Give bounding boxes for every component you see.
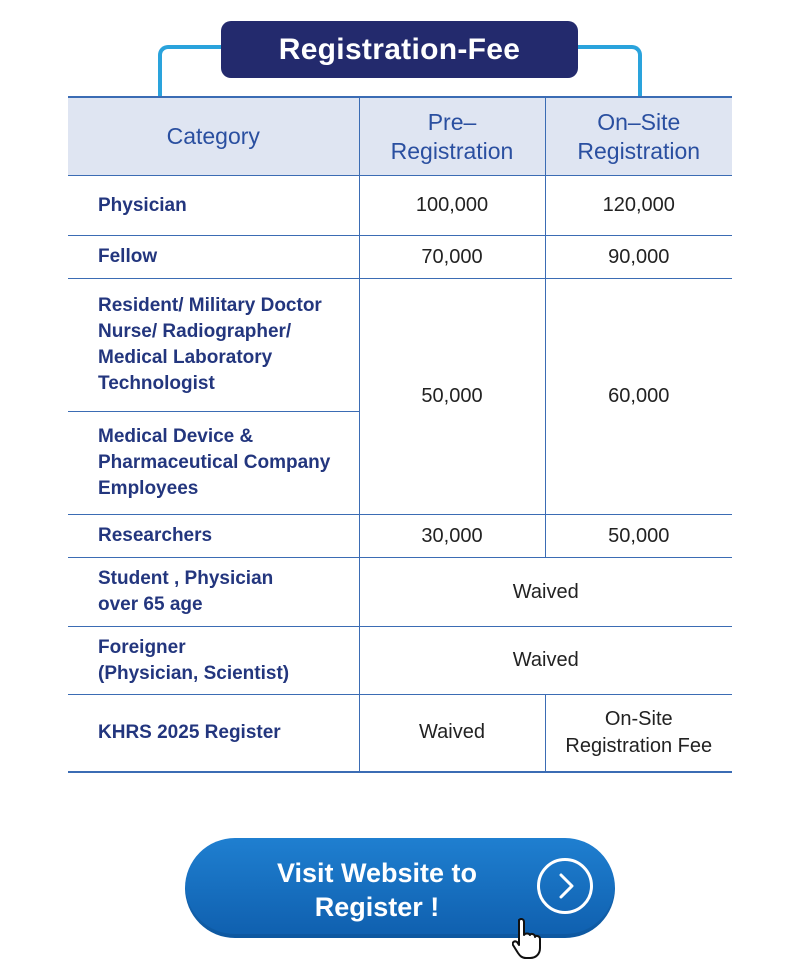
table-row (68, 236, 732, 279)
header-onsite-registration (545, 97, 732, 176)
category-line: Foreigner (98, 636, 186, 658)
header-pre-line1: Pre– (427, 108, 477, 135)
table-row (68, 558, 732, 627)
row-onsite-fee: 120,000 (545, 176, 732, 236)
onsite-line: Registration Fee (565, 734, 713, 757)
chevron-right-circle-icon (537, 858, 593, 914)
row-category: Researchers (68, 515, 359, 558)
row-onsite-fee: 90,000 (545, 236, 732, 279)
header-category: Category (68, 97, 359, 176)
row-onsite-fee (545, 695, 732, 772)
visit-website-label (245, 856, 509, 924)
header-onsite-line2: Registration (577, 137, 701, 164)
page-title: Registration-Fee (221, 21, 578, 78)
row-fee-merged: Waived (359, 558, 732, 627)
row-pre-fee: 30,000 (359, 515, 545, 558)
table-header-row (68, 97, 732, 176)
row-pre-fee: 50,000 (359, 279, 545, 515)
row-category (68, 412, 359, 515)
category-line: Medical Laboratory (98, 347, 273, 368)
header-onsite-line1: On–Site (597, 108, 681, 135)
category-line: Medical Device & (98, 426, 254, 447)
row-category (68, 627, 359, 695)
category-line: Student , Physician (98, 568, 274, 589)
category-line: Employees (98, 478, 199, 499)
row-category (68, 558, 359, 627)
row-fee-merged: Waived (359, 627, 732, 695)
row-pre-fee: 70,000 (359, 236, 545, 279)
row-pre-fee: 100,000 (359, 176, 545, 236)
category-line: Pharmaceutical Company (98, 452, 331, 473)
visit-website-button[interactable] (185, 838, 615, 938)
row-pre-fee: Waived (359, 695, 545, 772)
title-bracket-right (572, 45, 642, 99)
row-onsite-fee: 50,000 (545, 515, 732, 558)
table-row (68, 279, 732, 412)
category-line: Resident/ Military Doctor (98, 295, 322, 316)
row-category: KHRS 2025 Register (68, 695, 359, 772)
chevron-right-icon (540, 861, 590, 911)
row-onsite-fee: 60,000 (545, 279, 732, 515)
header-pre-registration (359, 97, 545, 176)
onsite-line: On-Site (604, 707, 673, 730)
table-row (68, 627, 732, 695)
header-pre-line2: Registration (390, 137, 514, 164)
row-category: Fellow (68, 236, 359, 279)
cta-line2: Register ! (314, 892, 440, 922)
registration-fee-table (68, 96, 732, 773)
category-line: (Physician, Scientist) (98, 662, 290, 684)
category-line: Nurse/ Radiographer/ (98, 321, 292, 342)
table-row (68, 695, 732, 772)
row-category: Physician (68, 176, 359, 236)
pointer-cursor-icon (512, 918, 542, 960)
cta-line1: Visit Website to (276, 858, 478, 888)
table-row (68, 515, 732, 558)
category-line: Technologist (98, 373, 215, 394)
row-category (68, 279, 359, 412)
table-row (68, 176, 732, 236)
category-line: over 65 age (98, 594, 203, 615)
